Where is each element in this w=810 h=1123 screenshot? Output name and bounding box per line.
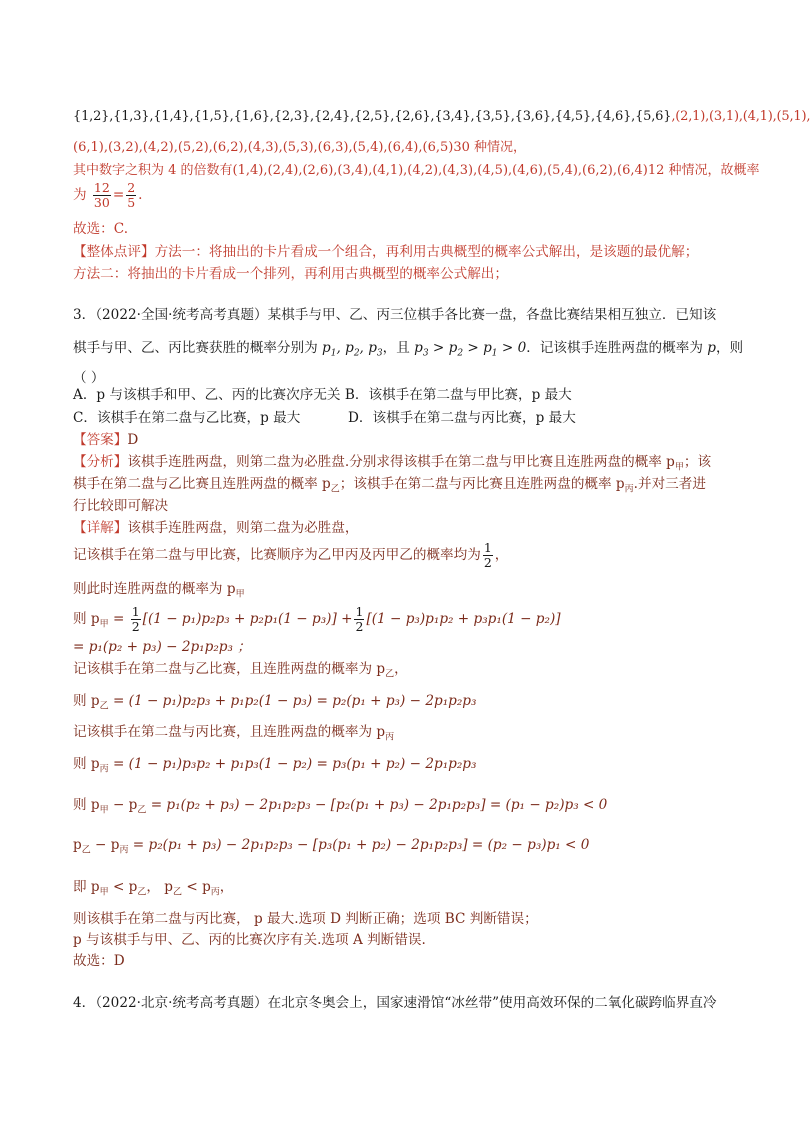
q3-detail-8 — [73, 723, 394, 747]
q3-detail-13: 则该棋手在第二盘与丙比赛， p 最大.选项 D 判断正确；选项 BC 判断错误； — [73, 911, 538, 927]
sub-yi: 乙 — [137, 887, 147, 898]
fraction-half — [354, 605, 364, 634]
frac-num: 1 — [483, 540, 492, 555]
sub-bing: 丙 — [385, 732, 395, 743]
prob-prefix: 为 — [73, 187, 87, 203]
detail-4-eq2: [(1 − p₃)p₁p₂ + p₃p₁(1 − p₂)] — [366, 611, 561, 627]
q3-detail-11 — [73, 836, 589, 860]
favorable-suffix: 12 种情况，故概率 — [647, 163, 760, 178]
q3-options-ab — [73, 386, 572, 404]
eq-sign: = — [108, 611, 129, 627]
q3-analysis-1 — [73, 453, 711, 477]
review-method-1 — [73, 243, 698, 261]
frac-den: 5 — [127, 195, 136, 210]
option-b: B．该棋手在第二盘与甲比赛，p 最大 — [344, 387, 572, 403]
detail-4-eq1: [(1 − p₁)p₂p₃ + p₂p₁(1 − p₃)] + — [142, 611, 353, 627]
option-a: A．p 与该棋手和甲、乙、丙的比赛次序无关 — [73, 387, 341, 403]
frac-den: 2 — [355, 619, 364, 634]
detail-4-prefix: 则 p — [73, 611, 100, 627]
q3-bracket: （ ） — [73, 370, 105, 386]
analysis-1-end: ；该 — [683, 454, 712, 470]
q3-detail-15: 故选：D — [73, 953, 125, 969]
frac-num: 1 — [131, 604, 140, 619]
outcome-list-line-1 — [73, 108, 810, 126]
detail-7: = (1 − p₁)p₂p₃ + p₁p₂(1 − p₃) = p₂(p₁ + p₃) − 2p₁p₂p₃ — [108, 693, 477, 709]
fraction-2-5 — [126, 181, 136, 210]
q3-stem-2b: ，且 — [382, 340, 415, 356]
q3-detail-9 — [73, 755, 476, 779]
sub-yi: 乙 — [385, 669, 395, 680]
p-symbol: p — [707, 340, 716, 356]
sub-yi: 乙 — [173, 887, 183, 898]
analysis-2-end: .并对三者进 — [633, 476, 706, 492]
q3-detail-2 — [73, 538, 508, 572]
q3-analysis-2 — [73, 475, 706, 499]
answer-tag: 【答案】 — [73, 432, 128, 448]
fraction-12-30 — [93, 181, 111, 210]
detail-2: 记该棋手在第二盘与甲比赛，比赛顺序为乙甲丙及丙甲乙的概率均为 — [73, 547, 481, 563]
q3-detail-6 — [73, 660, 408, 684]
q3-detail-7 — [73, 692, 476, 716]
frac-den: 30 — [93, 195, 110, 210]
probability-line — [73, 178, 143, 212]
sub-yi: 乙 — [99, 701, 109, 712]
p-list: $p_1$, $p_2$, $p_3$ — [322, 340, 383, 359]
detail-6: 记该棋手在第二盘与乙比赛，且连胜两盘的概率为 p — [73, 661, 386, 677]
sub-bing: 丙 — [624, 484, 634, 495]
analysis-1: 该棋手连胜两盘，则第二盘为必胜盘.分别求得该棋手在第二盘与甲比赛且连胜两盘的概率 p — [127, 454, 675, 470]
favorable-prefix: 其中数字之积为 4 的倍数有 — [73, 163, 233, 178]
sub-jia: 甲 — [99, 887, 109, 898]
q3-detail-10 — [73, 796, 607, 820]
q3-stem-2c: ．记该棋手连胜两盘的概率为 — [526, 340, 708, 356]
detail-11-prefix: p — [73, 837, 82, 853]
choice-c-line: 故选：C. — [73, 221, 129, 237]
q3-stem-2a: 棋手与甲、乙、丙比赛获胜的概率分别为 — [73, 340, 323, 356]
sub-yi: 乙 — [81, 845, 91, 856]
analysis-2: 棋手在第二盘与乙比赛且连胜两盘的概率 p — [73, 476, 331, 492]
detail-9-prefix: 则 p — [73, 756, 100, 772]
detail-2-end: ， — [494, 547, 509, 563]
q3-analysis-3: 行比较即可解决 — [73, 498, 169, 514]
sub-bing: 丙 — [99, 764, 109, 775]
q3-detail-3 — [73, 580, 245, 604]
favorable-outcomes-line — [73, 162, 760, 180]
favorable-pairs: (1,4),(2,4),(2,6),(3,4),(4,1),(4,2),(4,3),(4,5),(4,6),(5,4),(6,2),(6,4) — [232, 163, 648, 178]
frac-den: 2 — [131, 619, 140, 634]
detail-8: 记该棋手在第二盘与丙比赛，且连胜两盘的概率为 p — [73, 724, 386, 740]
sub-yi: 乙 — [330, 484, 340, 495]
detail-10: = p₁(p₂ + p₃) − 2p₁p₂p₃ − [p₂(p₁ + p₃) − 2p₁p₂p₃] = (p₁ − p₂)p₃ < 0 — [146, 797, 608, 813]
q3-detail-14: p 与该棋手与甲、乙、丙的比赛次序有关.选项 A 判断错误. — [73, 932, 426, 948]
sub-yi: 乙 — [137, 805, 147, 816]
detail-10-mid: − p — [108, 797, 138, 813]
d12-d: < p — [182, 879, 211, 895]
q3-detail-12 — [73, 878, 233, 902]
detail-1: 该棋手连胜两盘，则第二盘为必胜盘， — [127, 520, 359, 536]
sub-jia: 甲 — [99, 805, 109, 816]
d12-e: ， — [219, 879, 234, 895]
fraction-half — [131, 605, 141, 634]
detail-6-end: ， — [394, 661, 408, 677]
sub-bing: 丙 — [210, 887, 220, 898]
option-c: C．该棋手在第二盘与乙比赛，p 最大 — [73, 410, 301, 426]
frac-num: 2 — [127, 180, 136, 195]
q4-stem-line-1: 4．（2022·北京·统考高考真题）在北京冬奥会上，国家速滑馆“冰丝带”使用高效环保的二氧化碳跨临界直冷 — [73, 995, 717, 1011]
review-tag: 【整体点评】 — [73, 244, 155, 260]
q3-options-cd — [73, 409, 576, 427]
detail-10-prefix: 则 p — [73, 797, 100, 813]
q3-answer — [73, 431, 138, 449]
sub-bing: 丙 — [119, 845, 129, 856]
review-m1: 方法一：将抽出的卡片看成一个组合，再利用古典概型的概率公式解出，是该题的最优解； — [154, 244, 699, 260]
detail-11-mid: − p — [90, 837, 120, 853]
detail-3: 则此时连胜两盘的概率为 p — [73, 581, 236, 597]
detail-9: = (1 − p₁)p₃p₂ + p₁p₃(1 − p₂) = p₃(p₁ + p₂) − 2p₁p₂p₃ — [108, 756, 477, 772]
detail-7-prefix: 则 p — [73, 693, 100, 709]
analysis-tag: 【分析】 — [73, 454, 128, 470]
q3-detail-5: = p₁(p₂ + p₃) − 2p₁p₂p₃ ； — [73, 639, 251, 655]
d12-c: ， p — [146, 879, 174, 895]
outcome-list-line-2: (6,1),(3,2),(4,2),(5,2),(6,2),(4,3),(5,3),(6,3),(5,4),(6,4),(6,5)30 种情况， — [73, 140, 526, 155]
q3-stem-line-2 — [73, 339, 743, 363]
frac-num: 12 — [93, 180, 110, 195]
frac-num: 1 — [355, 604, 364, 619]
answer-value: D — [127, 432, 139, 448]
sub-jia: 甲 — [235, 589, 245, 600]
d12-a: 即 p — [73, 879, 100, 895]
fraction-half — [483, 541, 493, 570]
ordered-pairs-part1: ,(2,1),(3,1),(4,1),(5,1), — [671, 109, 810, 124]
frac-den: 2 — [483, 555, 492, 570]
q3-stem-2d: ，则 — [715, 340, 744, 356]
p-inequality: $p_3 > p_2 > p_1 > 0$ — [414, 340, 527, 359]
option-d: D．该棋手在第二盘与丙比赛，p 最大 — [348, 410, 576, 426]
analysis-2-mid: ；该棋手在第二盘与丙比赛且连胜两盘的概率 p — [339, 476, 625, 492]
equals-sign: = — [112, 187, 125, 203]
combination-list: {1,2},{1,3},{1,4},{1,5},{1,6},{2,3},{2,4},{2,5},{2,6},{3,4},{3,5},{3,6},{4,5},{4,6},{5,6} — [73, 109, 672, 124]
detail-11: = p₂(p₁ + p₃) − 2p₁p₂p₃ − [p₃(p₁ + p₂) − 2p₁p₂p₃] = (p₂ − p₃)p₁ < 0 — [128, 837, 590, 853]
q3-detail-1 — [73, 519, 358, 537]
detail-tag: 【详解】 — [73, 520, 128, 536]
sub-jia: 甲 — [99, 619, 109, 630]
d12-b: < p — [108, 879, 138, 895]
q3-stem-line-1: 3．（2022·全国·统考高考真题）某棋手与甲、乙、丙三位棋手各比赛一盘，各盘比赛结果相互独立．已知该 — [73, 307, 717, 323]
sub-jia: 甲 — [674, 462, 684, 473]
period: . — [138, 187, 143, 203]
review-method-2: 方法二：将抽出的卡片看成一个排列，再利用古典概型的概率公式解出； — [73, 266, 508, 282]
q3-detail-4 — [73, 602, 561, 636]
